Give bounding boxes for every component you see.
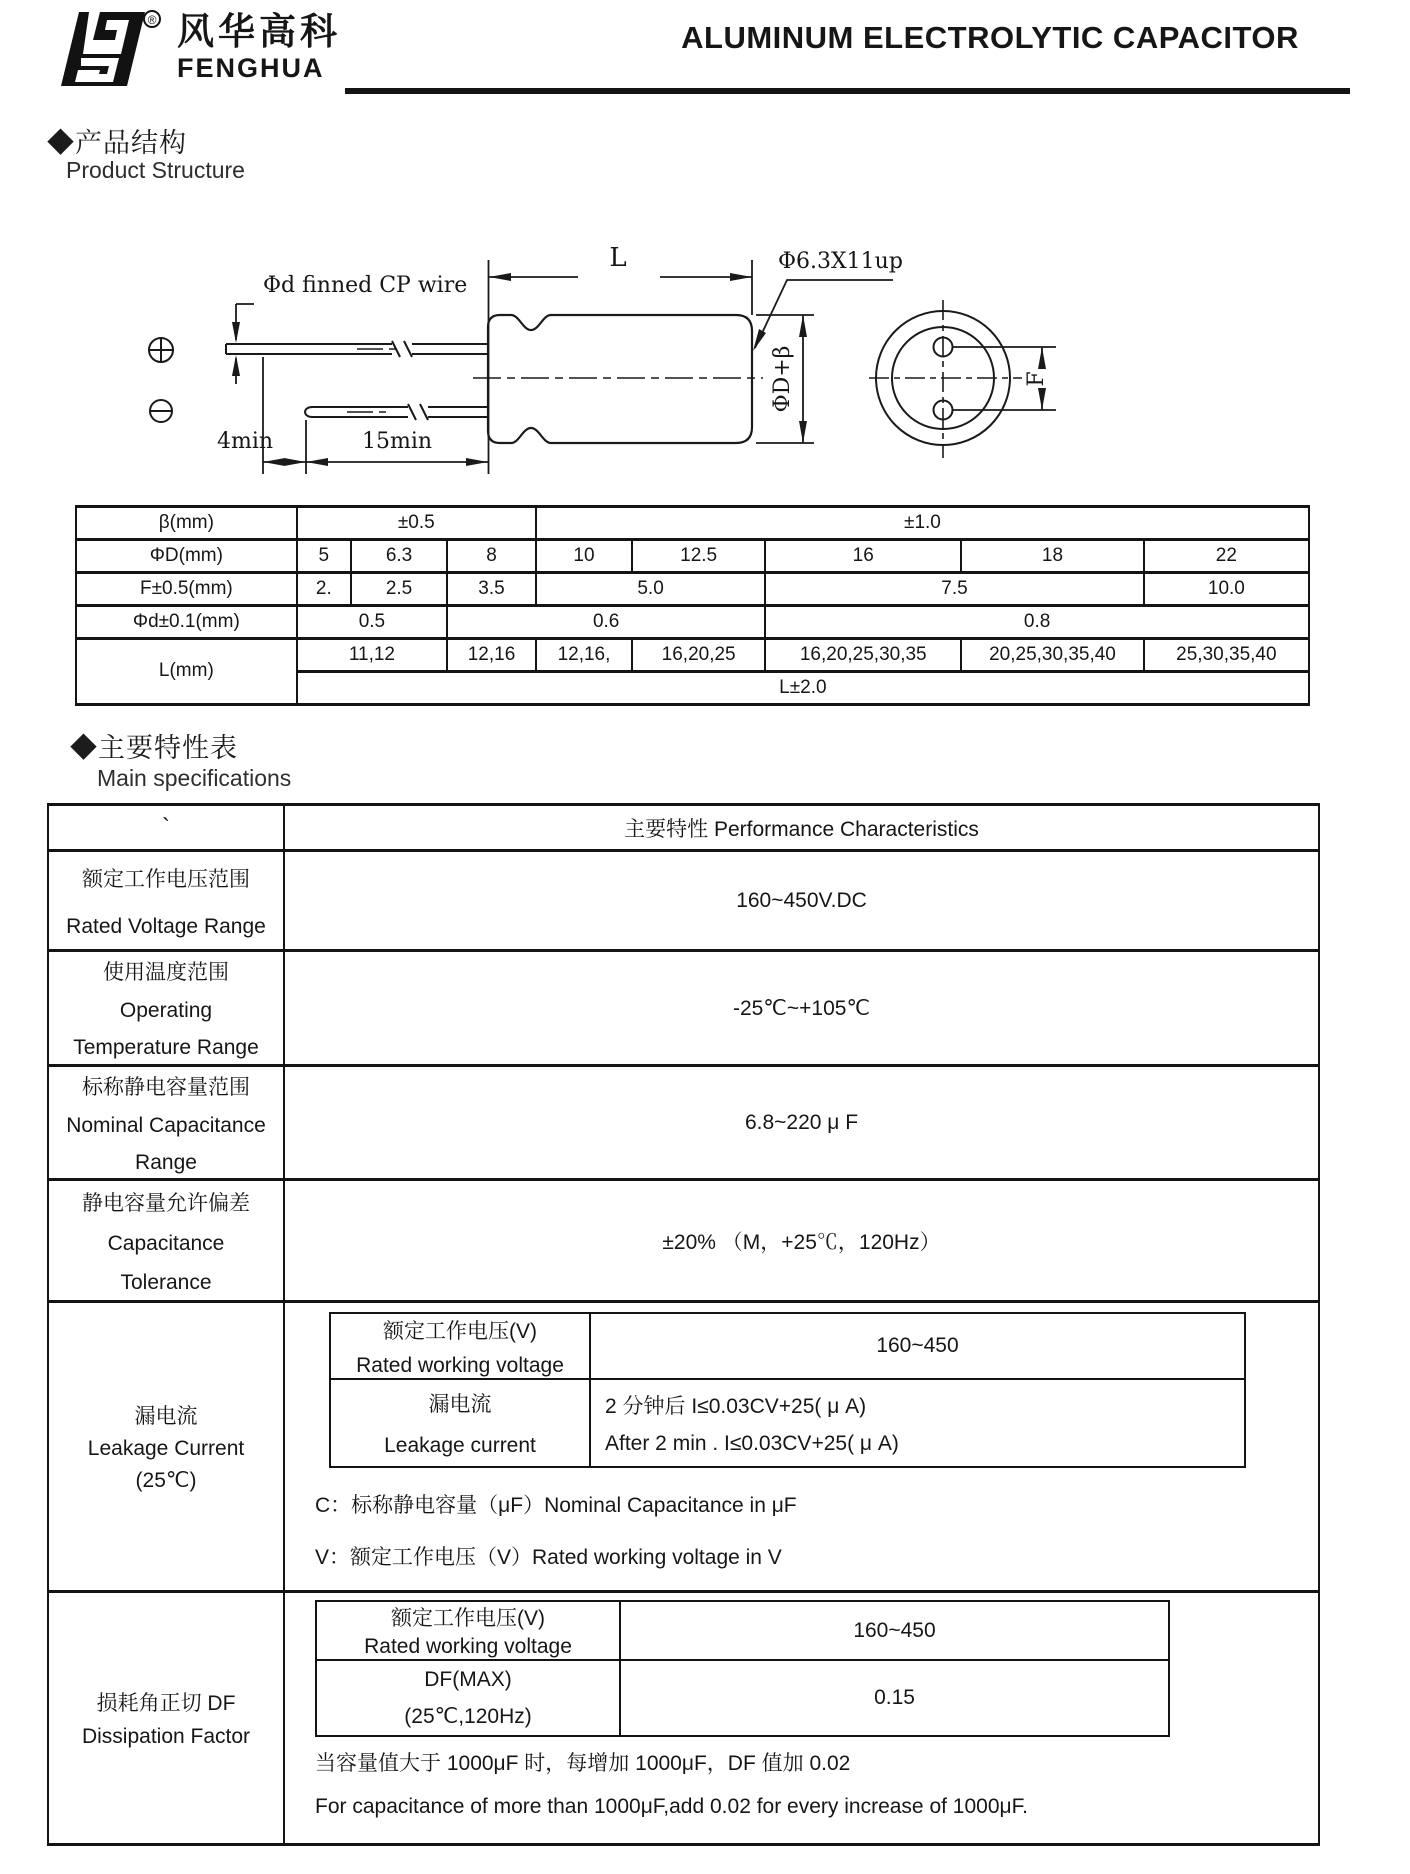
dim-cell: 12,16, [536, 639, 632, 672]
label-4min: 4min [217, 429, 274, 454]
spec-row-tolerance [48, 1180, 1319, 1302]
dim-cell: 0.8 [765, 606, 1309, 639]
dim-cell: 0.6 [447, 606, 765, 639]
dim-cell: 12,16 [447, 639, 536, 672]
specs-header: 主要特性 Performance Characteristics [284, 805, 1319, 851]
spec-row-capacitance [48, 1066, 1319, 1180]
dim-cell: 20,25,30,35,40 [961, 639, 1143, 672]
section-title-product-structure-cn: ◆产品结构 [47, 128, 187, 158]
spec-label-en: Temperature Range [73, 1036, 259, 1059]
inner-value: 0.15 [620, 1660, 1169, 1736]
dim-row-phid [76, 606, 1309, 639]
inner-label-en: Rated working voltage [356, 1353, 564, 1377]
leakage-voltage-row [330, 1313, 1245, 1379]
product-structure-diagram [0, 200, 1410, 500]
dim-cell: L±2.0 [297, 672, 1309, 705]
header-divider [345, 88, 1350, 94]
spec-row-temperature [48, 951, 1319, 1066]
capacitor-body [488, 315, 752, 443]
logo-text-cn: 风华高科 [177, 11, 341, 52]
section-title-product-structure-en: Product Structure [66, 157, 245, 183]
label-lead-wire: Φd finned CP wire [263, 273, 468, 298]
positive-terminal-icon [148, 337, 174, 363]
dim-cell: 12.5 [632, 540, 765, 573]
label-sleeve-spec: Φ6.3X11up [778, 249, 903, 274]
spec-row-df [48, 1592, 1319, 1845]
negative-terminal-icon [149, 400, 173, 422]
dim-row-l [76, 639, 1309, 672]
dim-cell: 7.5 [765, 573, 1144, 606]
registered-icon: ® [147, 13, 157, 27]
dim-row-header: Φd±0.1(mm) [76, 606, 297, 639]
brand-logo [55, 8, 341, 90]
spec-row-rated-voltage [48, 851, 1319, 951]
dim-cell: 25,30,35,40 [1144, 639, 1309, 672]
df-max-row [316, 1660, 1169, 1736]
df-inner-table [315, 1600, 1170, 1737]
specs-table [47, 803, 1320, 1846]
leakage-current-row [330, 1379, 1245, 1467]
section-title-specs-cn: ◆主要特性表 [70, 733, 238, 763]
front-view [869, 300, 1022, 458]
spec-label-cn: 漏电流 [134, 1405, 198, 1428]
dim-cell: ±1.0 [536, 507, 1309, 540]
spec-label-en: Nominal Capacitance [66, 1113, 266, 1137]
label-diameter: ΦD+β [770, 345, 795, 413]
df-voltage-row [316, 1601, 1169, 1660]
label-length-l: L [609, 243, 627, 273]
inner-label-cn: 额定工作电压(V) [383, 1319, 537, 1343]
spec-label-cn: 标称静电容量范围 [82, 1075, 250, 1099]
dim-row-header: β(mm) [76, 507, 297, 540]
section-title-specs-en: Main specifications [97, 765, 292, 791]
dim-cell: 18 [961, 540, 1143, 573]
spec-label-en: Dissipation Factor [81, 1725, 251, 1748]
inner-value: After 2 min . I≤0.03CV+25( μ A) [605, 1432, 899, 1455]
label-15min: 15min [361, 429, 433, 454]
spec-value: ±20% （M，+25℃，120Hz） [284, 1180, 1319, 1302]
page-title: ALUMINUM ELECTROLYTIC CAPACITOR [681, 20, 1299, 55]
inner-value: 2 分钟后 I≤0.03CV+25( μ A) [605, 1395, 867, 1418]
specs-header-row [48, 805, 1319, 851]
spec-label-cn: 额定工作电压范围 [82, 867, 250, 891]
inner-value: 160~450 [590, 1313, 1245, 1379]
lead-top [226, 341, 488, 357]
dim-cell: 11,12 [297, 639, 447, 672]
spec-label-cn: 损耗角正切 DF [96, 1692, 236, 1715]
inner-label-cn: 额定工作电压(V) [391, 1607, 545, 1630]
lead-length-dimensions [263, 357, 488, 474]
spec-row-leakage [48, 1302, 1319, 1592]
inner-label-cn: 漏电流 [428, 1393, 492, 1416]
spec-label-en: Tolerance [120, 1270, 212, 1294]
leakage-note-v: V：额定工作电压（V）Rated working voltage in V [315, 1546, 782, 1569]
spec-value: -25℃~+105℃ [284, 951, 1319, 1066]
spec-value: 6.8~220 μ F [284, 1066, 1319, 1180]
dim-cell: 8 [447, 540, 536, 573]
logo-mark-icon [55, 8, 163, 90]
spec-label-en: Range [135, 1150, 197, 1174]
inner-label-en: Rated working voltage [364, 1635, 572, 1658]
dim-cell: 10.0 [1144, 573, 1309, 606]
dim-row-header: ΦD(mm) [76, 540, 297, 573]
dim-cell: 16,20,25 [632, 639, 765, 672]
spec-label-en: Leakage Current [87, 1437, 245, 1460]
dim-cell: 3.5 [447, 573, 536, 606]
dim-row-phiD [76, 540, 1309, 573]
df-note-cn: 当容量值大于 1000μF 时，每增加 1000μF，DF 值加 0.02 [315, 1752, 851, 1775]
dim-row-header: F±0.5(mm) [76, 573, 297, 606]
inner-label-en: (25℃,120Hz) [404, 1704, 532, 1728]
dim-cell: 5 [297, 540, 351, 573]
leakage-inner-table [329, 1312, 1246, 1468]
lead-bottom [305, 404, 488, 420]
inner-label-en: Leakage current [384, 1434, 536, 1457]
spec-label-cond: (25℃) [135, 1469, 197, 1492]
dim-cell: 2.5 [351, 573, 447, 606]
dim-row-f [76, 573, 1309, 606]
inner-value: 160~450 [620, 1601, 1169, 1660]
inner-label-en: DF(MAX) [424, 1667, 512, 1691]
dim-cell: 0.5 [297, 606, 447, 639]
specs-corner-mark: ` [48, 805, 284, 851]
df-note-en: For capacitance of more than 1000μF,add 0.02 for every increase of 1000μF. [315, 1795, 1028, 1818]
spec-label-en: Rated Voltage Range [66, 914, 266, 938]
dim-cell: 16,20,25,30,35 [765, 639, 961, 672]
dim-cell: 10 [536, 540, 632, 573]
dim-row-header: L(mm) [76, 639, 297, 705]
logo-text-en: FENGHUA [177, 52, 325, 83]
spec-label-en: Capacitance [107, 1231, 225, 1255]
spec-label-cn: 静电容量允许偏差 [82, 1191, 250, 1215]
leakage-note-c: C：标称静电容量（μF）Nominal Capacitance in μF [315, 1494, 797, 1517]
dim-cell: 16 [765, 540, 961, 573]
dimensions-table [75, 505, 1310, 706]
spec-value: 160~450V.DC [284, 851, 1319, 951]
dim-cell: 2. [297, 573, 351, 606]
label-pitch-f: F [1024, 371, 1049, 387]
dim-cell: ±0.5 [297, 507, 536, 540]
spec-label-en: Operating [119, 999, 213, 1022]
spec-label-cn: 使用温度范围 [103, 961, 229, 984]
dim-cell: 6.3 [351, 540, 447, 573]
dim-cell: 5.0 [536, 573, 765, 606]
dim-row-beta [76, 507, 1309, 540]
dim-cell: 22 [1144, 540, 1309, 573]
